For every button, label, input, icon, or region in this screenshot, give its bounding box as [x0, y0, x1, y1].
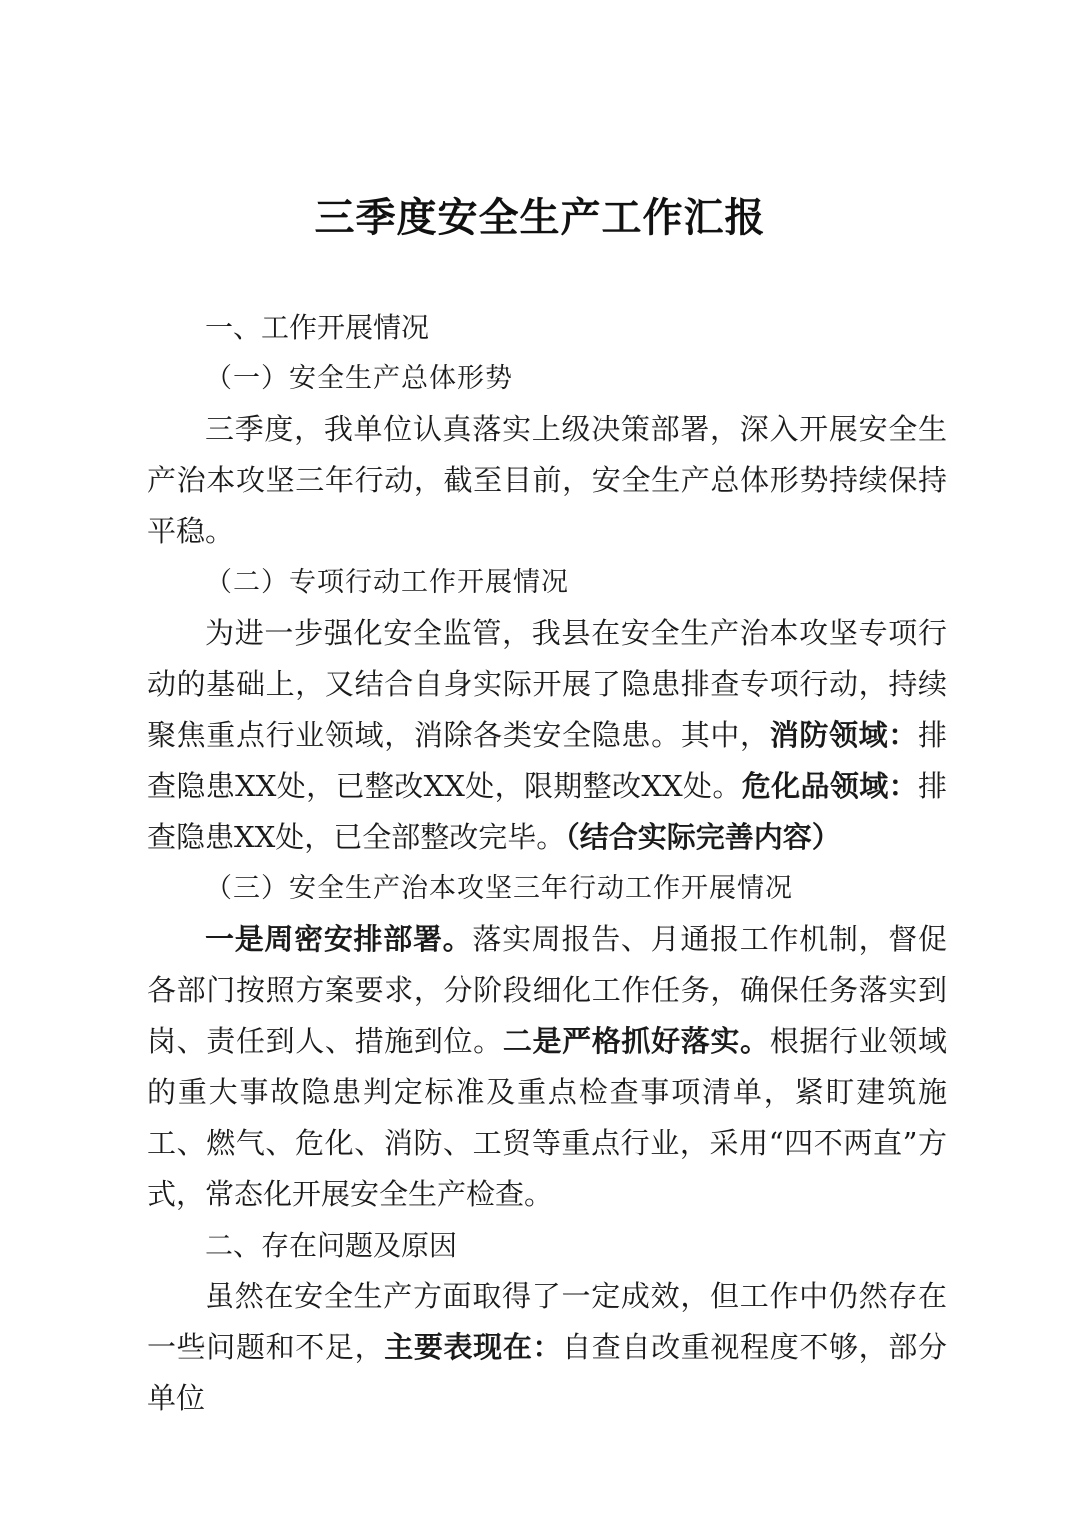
special-action-text-b: 排查隐患XX处，已整改XX处，限期整改XX处。 — [147, 718, 947, 803]
point-one-text: 落实周报告、月通报工作机制，督促各部门按照方案要求，分阶段细化工作任务，确保任务落实到岗、责任到人、措施到位。 — [147, 922, 947, 1058]
paragraph-special-action — [147, 608, 947, 863]
document-body — [147, 302, 947, 1424]
problems-text-a: 虽然在安全生产方面取得了一定成效，但工作中仍然存在一些问题和不足， — [147, 1279, 947, 1364]
subsection-heading-2: （二）专项行动工作开展情况 — [205, 567, 569, 598]
special-action-text-a: 为进一步强化安全监管，我县在安全生产治本攻坚专项行动的基础上，又结合自身实际开展了隐患排查专项行动，持续聚焦重点行业领域，消除各类安全隐患。其中， — [147, 616, 947, 752]
section-heading-1: 一、工作开展情况 — [205, 311, 430, 344]
document-title: 三季度安全生产工作汇报 — [314, 194, 766, 241]
point-one-label: 一是周密安排部署。 — [205, 922, 473, 956]
section-heading-2: 二、存在问题及原因 — [205, 1229, 458, 1262]
paragraph-overall-situation: 三季度，我单位认真落实上级决策部署，深入开展安全生产治本攻坚三年行动，截至目前，安全生产总体形势持续保持平稳。 — [147, 412, 947, 548]
paragraph-problems — [147, 1271, 947, 1424]
problems-text-b: 自查自改重视程度不够，部分单位 — [147, 1330, 947, 1415]
chemical-domain-label: 危化品领域： — [741, 769, 918, 803]
problems-label: 主要表现在： — [384, 1330, 563, 1364]
completion-note: （结合实际完善内容） — [565, 820, 841, 854]
subsection-heading-3: （三）安全生产治本攻坚三年行动工作开展情况 — [205, 873, 793, 904]
paragraph-three-year-action — [147, 914, 947, 1220]
fire-domain-label: 消防领域： — [769, 718, 918, 752]
point-two-label: 二是严格抓好落实。 — [502, 1024, 770, 1058]
point-two-text: 根据行业领域的重大事故隐患判定标准及重点检查事项清单，紧盯建筑施工、燃气、危化、消防、工贸等重点行业，采用“四不两直”方式，常态化开展安全生产检查。 — [147, 1024, 947, 1211]
subsection-heading-1: （一）安全生产总体形势 — [205, 363, 513, 394]
special-action-text-c: 排查隐患XX处，已全部整改完毕。 — [147, 769, 947, 854]
